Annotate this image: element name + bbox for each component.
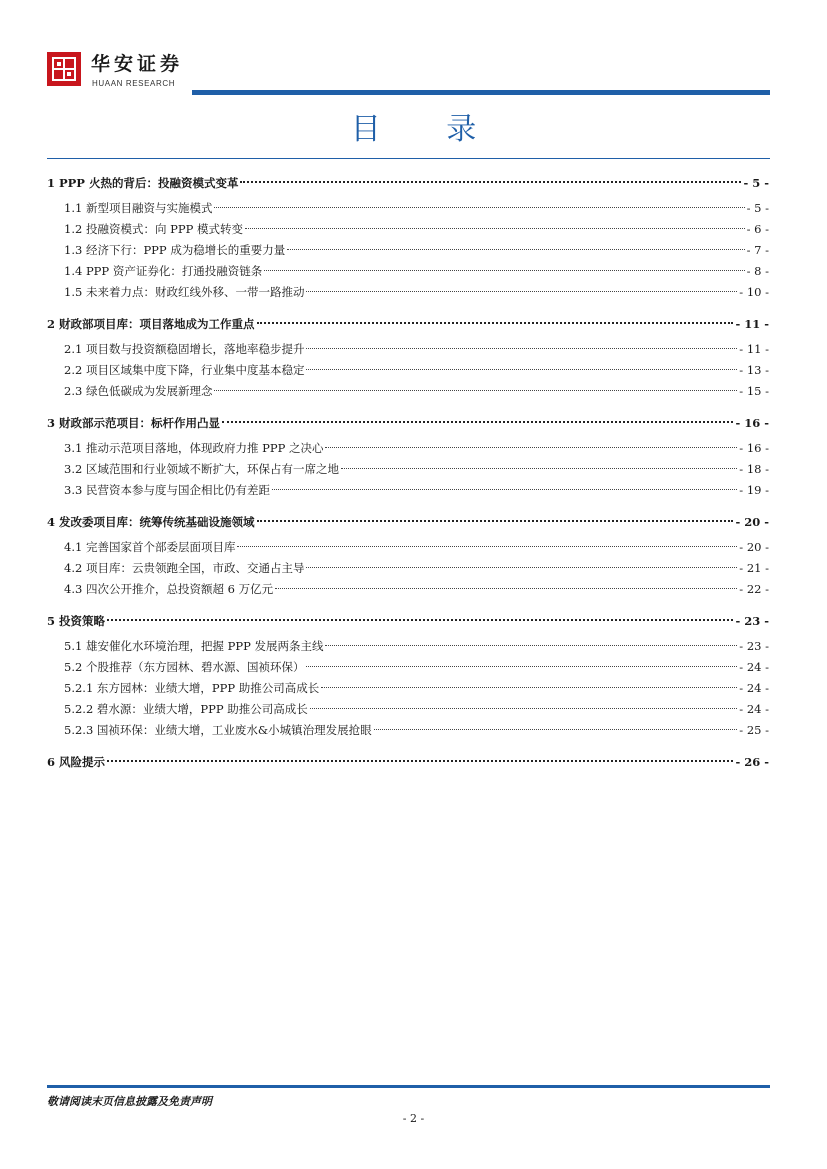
toc-section-entry[interactable] — [47, 611, 769, 631]
toc-dot-leader — [257, 322, 734, 324]
toc-entry-title: 1.2 投融资模式：向 PPP 模式转变 — [64, 222, 243, 236]
toc-entry-page: - 5 - — [746, 201, 769, 215]
toc-entry-title: 2.1 项目数与投资额稳固增长，落地率稳步提升 — [64, 342, 305, 356]
toc-entry-page: - 26 - — [735, 755, 769, 769]
toc-subsection-entry[interactable] — [47, 459, 769, 479]
toc-entry-page: - 25 - — [739, 723, 769, 737]
toc-entry-page: - 20 - — [735, 515, 769, 529]
toc-subsection-entry[interactable] — [47, 678, 769, 698]
toc-entry-title: 5 投资策略 — [47, 614, 106, 628]
toc-entry-title: 1.4 PPP 资产证券化：打通投融资链条 — [64, 264, 263, 278]
toc-dot-leader — [245, 228, 745, 229]
toc-entry-title: 1.1 新型项目融资与实施模式 — [64, 201, 213, 215]
toc-subsection-entry[interactable] — [47, 657, 769, 677]
toc-entry-title: 3.3 民营资本参与度与国企相比仍有差距 — [64, 483, 270, 497]
page-number: - 2 - — [402, 1112, 425, 1125]
toc-entry-page: - 5 - — [743, 176, 769, 190]
toc-dot-leader — [257, 520, 734, 522]
toc-dot-leader — [222, 421, 733, 423]
toc-entry-page: - 20 - — [739, 540, 769, 554]
toc-dot-leader — [272, 489, 737, 490]
toc-subsection-entry[interactable] — [47, 720, 769, 740]
toc-entry-title: 1 PPP 火热的背后：投融资模式变革 — [47, 176, 239, 190]
toc-dot-leader — [341, 468, 737, 469]
toc-entry-title: 3.1 推动示范项目落地，体现政府力推 PPP 之决心 — [64, 441, 324, 455]
header-rule — [192, 90, 770, 95]
toc-entry-page: - 23 - — [739, 639, 769, 653]
toc-dot-leader — [275, 588, 737, 589]
toc-entry-page: - 19 - — [739, 483, 769, 497]
title-rule — [47, 158, 770, 159]
toc-entry-page: - 23 - — [735, 614, 769, 628]
toc-entry-page: - 8 - — [746, 264, 769, 278]
toc-section-entry[interactable] — [47, 173, 769, 193]
toc-section-entry[interactable] — [47, 752, 769, 772]
toc-subsection-entry[interactable] — [47, 480, 769, 500]
toc-subsection-entry[interactable] — [47, 381, 769, 401]
toc-dot-leader — [237, 546, 737, 547]
toc-entry-page: - 7 - — [746, 243, 769, 257]
huaan-logo-icon — [47, 52, 81, 86]
toc-dot-leader — [306, 369, 737, 370]
toc-dot-leader — [306, 666, 737, 667]
toc-entry-page: - 6 - — [746, 222, 769, 236]
toc-dot-leader — [214, 207, 744, 208]
toc-section-entry[interactable] — [47, 413, 769, 433]
toc-entry-page: - 11 - — [739, 342, 769, 356]
toc-entry-page: - 24 - — [739, 681, 769, 695]
toc-subsection-entry[interactable] — [47, 558, 769, 578]
toc-title: 目 录 — [350, 112, 505, 147]
toc-dot-leader — [306, 567, 737, 568]
toc-subsection-entry[interactable] — [47, 198, 769, 218]
toc-subsection-entry[interactable] — [47, 360, 769, 380]
toc-entry-title: 6 风险提示 — [47, 755, 106, 769]
toc-entry-title: 5.2.3 国祯环保：业绩大增，工业废水&小城镇治理发展抢眼 — [64, 723, 372, 737]
toc-dot-leader — [325, 645, 737, 646]
disclaimer-note: 敬请阅读末页信息披露及免责声明 — [47, 1095, 212, 1108]
toc-entry-title: 5.2 个股推荐（东方园林、碧水源、国祯环保） — [64, 660, 305, 674]
toc-entry-page: - 11 - — [735, 317, 769, 331]
toc-entry-title: 4.1 完善国家首个部委层面项目库 — [64, 540, 236, 554]
toc-subsection-entry[interactable] — [47, 240, 769, 260]
toc-subsection-entry[interactable] — [47, 219, 769, 239]
toc-dot-leader — [374, 729, 738, 730]
toc-entry-title: 2.3 绿色低碳成为发展新理念 — [64, 384, 213, 398]
toc-entry-page: - 24 - — [739, 702, 769, 716]
toc-dot-leader — [310, 708, 737, 709]
toc-entry-title: 4 发改委项目库：统筹传统基础设施领域 — [47, 515, 255, 529]
toc-dot-leader — [325, 447, 737, 448]
toc-entry-title: 2 财政部项目库：项目落地成为工作重点 — [47, 317, 255, 331]
footer-rule — [47, 1085, 770, 1088]
toc-entry-title: 5.1 雄安催化水环境治理，把握 PPP 发展两条主线 — [64, 639, 324, 653]
toc-entry-title: 3 财政部示范项目：标杆作用凸显 — [47, 416, 221, 430]
toc-dot-leader — [287, 249, 744, 250]
toc-subsection-entry[interactable] — [47, 537, 769, 557]
toc-dot-leader — [264, 270, 744, 271]
brand-subtitle: HUAAN RESEARCH — [92, 79, 176, 88]
toc-subsection-entry[interactable] — [47, 636, 769, 656]
toc-section-entry[interactable] — [47, 314, 769, 334]
toc-dot-leader — [240, 181, 741, 183]
toc-dot-leader — [321, 687, 737, 688]
toc-subsection-entry[interactable] — [47, 438, 769, 458]
toc-subsection-entry[interactable] — [47, 261, 769, 281]
toc-entry-title: 3.2 区域范围和行业领域不断扩大，环保占有一席之地 — [64, 462, 339, 476]
toc-section-entry[interactable] — [47, 512, 769, 532]
toc-subsection-entry[interactable] — [47, 339, 769, 359]
toc-subsection-entry[interactable] — [47, 699, 769, 719]
toc-entry-page: - 22 - — [739, 582, 769, 596]
toc-subsection-entry[interactable] — [47, 579, 769, 599]
toc-entry-page: - 16 - — [735, 416, 769, 430]
toc-entry-page: - 24 - — [739, 660, 769, 674]
toc-dot-leader — [214, 390, 737, 391]
toc-entry-title: 4.2 项目库：云贵领跑全国，市政、交通占主导 — [64, 561, 305, 575]
toc-dot-leader — [306, 291, 737, 292]
toc-entry-page: - 16 - — [739, 441, 769, 455]
toc-entry-page: - 10 - — [739, 285, 769, 299]
toc-subsection-entry[interactable] — [47, 282, 769, 302]
toc-entry-title: 1.3 经济下行：PPP 成为稳增长的重要力量 — [64, 243, 286, 257]
toc-entry-page: - 21 - — [739, 561, 769, 575]
toc-entry-title: 5.2.1 东方园林：业绩大增，PPP 助推公司高成长 — [64, 681, 320, 695]
toc-dot-leader — [306, 348, 737, 349]
toc-entry-title: 2.2 项目区域集中度下降，行业集中度基本稳定 — [64, 363, 305, 377]
toc-entry-page: - 18 - — [739, 462, 769, 476]
toc-entry-title: 1.5 未来着力点：财政红线外移、一带一路推动 — [64, 285, 305, 299]
toc-entry-title: 4.3 四次公开推介，总投资额超 6 万亿元 — [64, 582, 274, 596]
toc-dot-leader — [107, 619, 733, 621]
toc-dot-leader — [107, 760, 733, 762]
brand-name: 华安证券 — [91, 53, 184, 75]
toc-entry-title: 5.2.2 碧水源：业绩大增，PPP 助推公司高成长 — [64, 702, 308, 716]
toc-entry-page: - 13 - — [739, 363, 769, 377]
toc-entry-page: - 15 - — [739, 384, 769, 398]
